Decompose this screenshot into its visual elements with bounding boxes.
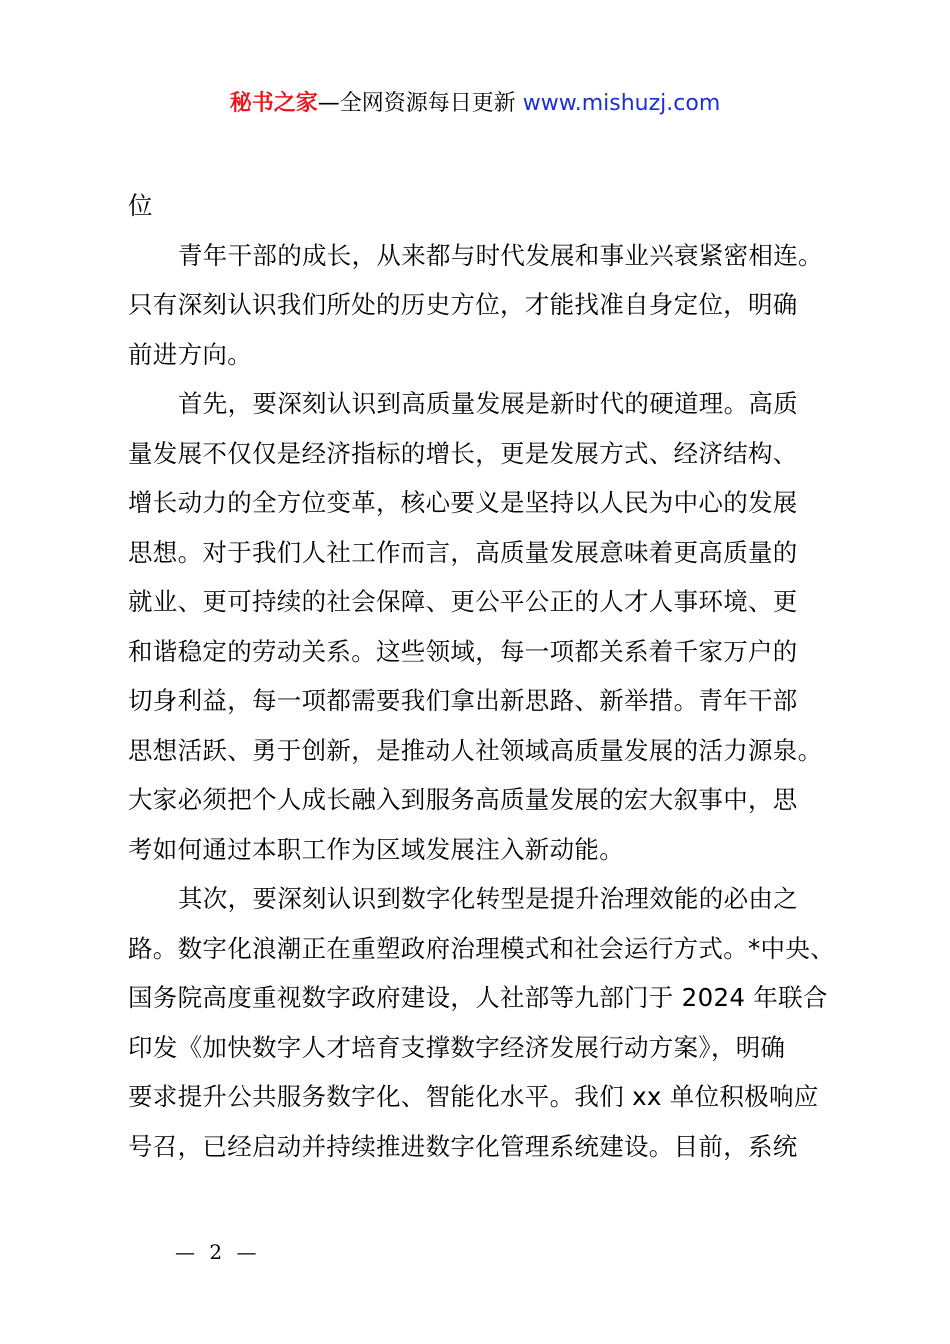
text-line: 印发《加快数字人才培育支撑数字经济发展行动方案》，明确 [128,1032,786,1062]
text-line: 切身利益，每一项都需要我们拿出新思路、新举措。青年干部 [128,686,798,715]
text-line: 和谐稳定的劳动关系。这些领域，每一项都关系着千家万户的 [128,636,798,666]
text-line: 只有深刻认识我们所处的历史方位，才能找准自身定位，明确 [128,290,798,319]
text-line: 大家必须把个人成长融入到服务高质量发展的宏大叙事中，思 [128,785,798,814]
text-line: 考如何通过本职工作为区域发展注入新动能。 [128,834,624,864]
text-line: 青年干部的成长，从来都与时代发展和事业兴衰紧密相连。 [178,240,823,270]
text-line: 路。数字化浪潮正在重塑政府治理模式和社会运行方式。*中央、 [128,933,835,963]
text-line: 增长动力的全方位变革，核心要义是坚持以人民为中心的发展 [128,488,798,517]
text-line: 思想活跃、勇于创新，是推动人社领域高质量发展的活力源泉。 [128,735,823,765]
document-body [128,181,838,1171]
text-line: 量发展不仅仅是经济指标的增长，更是发展方式、经济结构、 [128,438,798,468]
text-line: 前进方向。 [128,339,252,369]
text-line: 位 [128,191,153,220]
text-line: 首先，要深刻认识到高质量发展是新时代的硬道理。高质 [178,389,798,418]
text-line: 号召，已经启动并持续推进数字化管理系统建设。目前，系统 [128,1131,798,1161]
text-line: 思想。对于我们人社工作而言，高质量发展意味着更高质量的 [128,537,798,567]
text-line: 就业、更可持续的社会保障、更公平公正的人才人事环境、更 [128,587,798,616]
text-line: 其次，要深刻认识到数字化转型是提升治理效能的必由之 [178,884,798,913]
page-header [0,88,950,120]
text-line: 国务院高度重视数字政府建设，人社部等九部门于 2024 年联合 [128,983,828,1012]
page-number: — 2 — [175,1240,261,1264]
text-line: 要求提升公共服务数字化、智能化水平。我们 xx 单位积极响应 [128,1082,819,1111]
header-url[interactable]: www.mishuzj.com [522,91,721,116]
brand-name: 秘书之家 [229,91,318,116]
header-slogan: —全网资源每日更新 [317,91,523,116]
